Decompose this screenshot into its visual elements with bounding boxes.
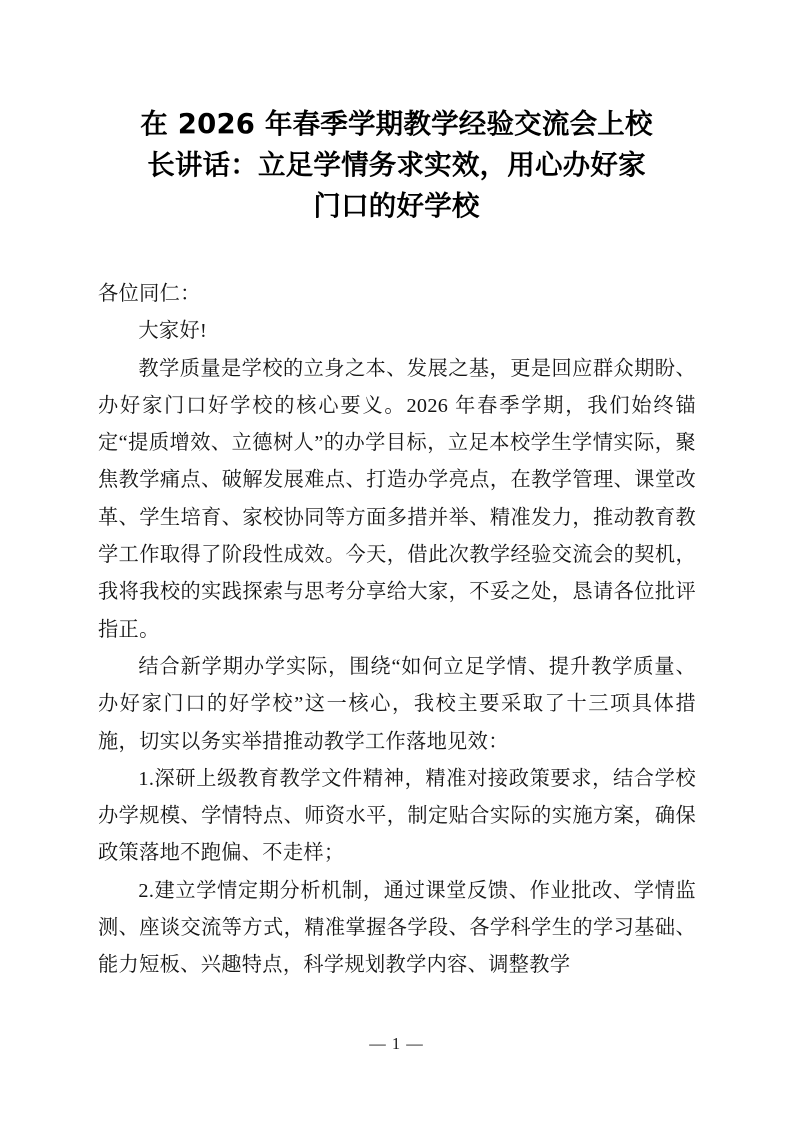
title-line-3: 门口的好学校 <box>313 190 480 222</box>
measure-item: 2.建立学情定期分析机制，通过课堂反馈、作业批改、学情监测、座谈交流等方式，精准掌握各学段、各学科学生的学习基础、能力短板、兴趣特点，科学规划教学内容、调整教学 <box>98 879 696 977</box>
measure-item: 1.深研上级教育教学文件精神，精准对接政策要求，结合学校办学规模、学情特点、师资水平，制定贴合实际的实施方案，确保政策落地不跑偏、不走样； <box>98 767 696 865</box>
title-line-2: 长讲话：立足学情务求实效，用心办好家 <box>147 149 646 181</box>
page-number-footer: — 1 — <box>369 1034 424 1053</box>
document-body <box>98 276 696 985</box>
greeting: 大家好! <box>138 320 208 343</box>
title-line-1: 在 2026 年春季学期教学经验交流会上校 <box>140 108 653 140</box>
body-paragraph: 结合新学期办学实际，围绕“如何立足学情、提升教学质量、办好家门口的好学校”这一核心，我校主要采取了十三项具体措施，切实以务实举措推动教学工作落地见效： <box>98 655 696 753</box>
page-title <box>104 104 689 227</box>
body-paragraph: 教学质量是学校的立身之本、发展之基，更是回应群众期盼、办好家门口好学校的核心要义。2026 年春季学期，我们始终锚定“提质增效、立德树人”的办学目标，立足本校学生学情实际，聚焦教学痛点、破解发展难点、打造办学亮点，在教学管理、课堂改革、学生培育、家校协同等方面多措并举、精准发力，推动教育教学工作取得了阶段性成效。今天，借此次教学经验交流会的契机，我将我校的实践探索与思考分享给大家，不妥之处，恳请各位批评指正。 <box>98 357 696 641</box>
salutation: 各位同仁： <box>98 283 201 305</box>
